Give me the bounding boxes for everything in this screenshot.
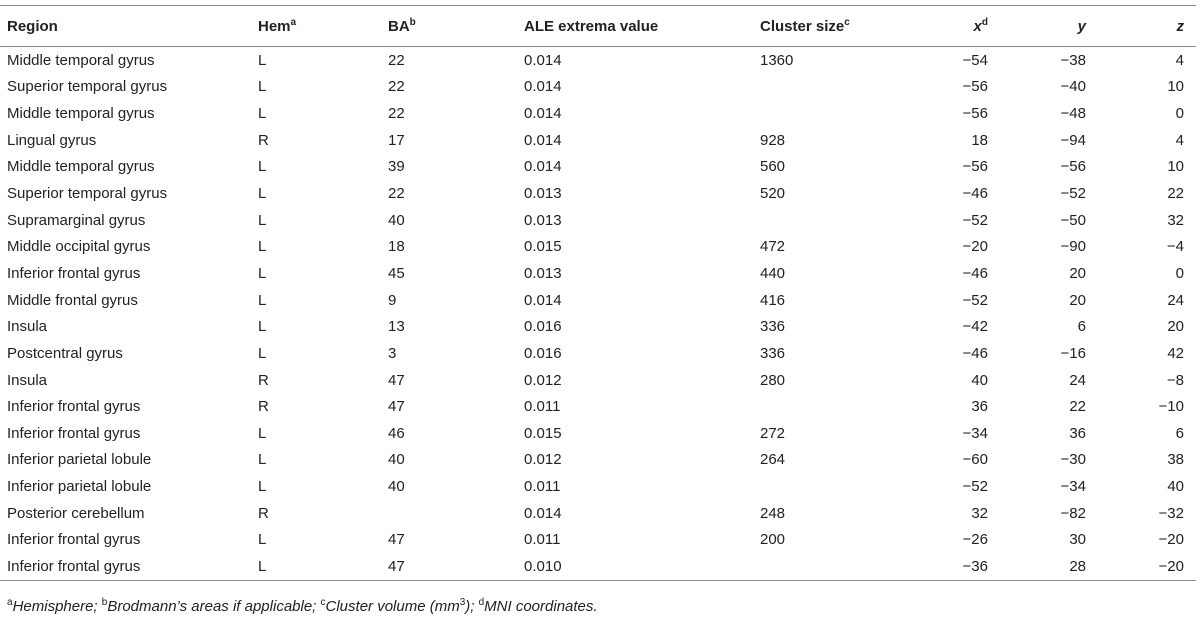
- cell-hem: L: [258, 553, 388, 580]
- cell-ale: 0.013: [524, 185, 562, 203]
- cell-y: −48: [1060, 105, 1086, 123]
- cell-region: Inferior frontal gyrus: [7, 264, 141, 282]
- cell-region: Superior temporal gyrus: [7, 78, 168, 96]
- cell-z: 0: [1175, 264, 1184, 282]
- cell-x: 32: [971, 504, 988, 522]
- cell-region: Postcentral gyrus: [7, 344, 123, 362]
- cell-z: 10: [1167, 78, 1184, 96]
- header-x: $x^d$: [900, 6, 988, 47]
- cell-region: Insula: [7, 371, 48, 389]
- cell-y: −56: [1060, 158, 1086, 176]
- table-row: [0, 420, 1196, 447]
- cell-ba: 46: [388, 424, 405, 442]
- table-row: [0, 367, 1196, 394]
- cell-hem: R: [258, 504, 269, 522]
- cell-z: 4: [1175, 51, 1184, 69]
- cell-cluster-size: 472: [760, 238, 786, 256]
- header-hem: Hem$^a$: [258, 6, 388, 47]
- cell-cluster-size: 928: [760, 131, 786, 149]
- cell-region: Posterior cerebellum: [7, 504, 145, 522]
- cell-hem: L: [258, 531, 267, 549]
- cell-ale: 0.014: [524, 158, 562, 176]
- cell-cluster-size: 336: [760, 344, 786, 362]
- cell-hem: L: [258, 211, 267, 229]
- header-cluster-size: Cluster size$^c$: [760, 6, 900, 47]
- cell-z: 32: [1167, 211, 1184, 229]
- cell-region: Lingual gyrus: [7, 131, 97, 149]
- cell-z: 42: [1167, 344, 1184, 362]
- cell-y: 20: [1069, 291, 1086, 309]
- cell-x: −54: [962, 51, 988, 69]
- cell-x: 36: [971, 398, 988, 416]
- table-row: [0, 500, 1196, 527]
- cell-region: Inferior frontal gyrus: [7, 424, 141, 442]
- cell-ba: 40: [388, 478, 405, 496]
- cell-hem: L: [258, 238, 267, 256]
- cell-cluster-size: [760, 473, 900, 500]
- footnote-mark-b: b: [101, 597, 108, 608]
- table-row: [0, 447, 1196, 474]
- header-row: [0, 6, 1196, 47]
- cell-z: −8: [1166, 371, 1184, 389]
- footnote-a-text: Hemisphere;: [12, 598, 102, 615]
- cell-ba: 9: [388, 291, 397, 309]
- cell-ale: 0.014: [524, 504, 562, 522]
- cell-y: 28: [988, 553, 1086, 580]
- cell-cluster-size: 1360: [760, 51, 794, 69]
- footnote-c-text-post: );: [465, 598, 479, 615]
- cell-z: 38: [1167, 451, 1184, 469]
- header-ba-footnote-mark: b: [409, 16, 416, 28]
- cell-ale: 0.014: [524, 131, 562, 149]
- table-row: [0, 313, 1196, 340]
- cell-z: 4: [1175, 131, 1184, 149]
- cell-region: Inferior frontal gyrus: [7, 531, 141, 549]
- cell-cluster-size: 272: [760, 424, 786, 442]
- header-hem-footnote-mark: a: [290, 16, 297, 28]
- table-footnote: [7, 598, 598, 615]
- cell-cluster-size: 440: [760, 264, 786, 282]
- cell-z: 20: [1167, 318, 1184, 336]
- cell-y: −30: [1060, 451, 1086, 469]
- header-region: Region: [0, 6, 258, 47]
- cell-region: Middle temporal gyrus: [7, 158, 155, 176]
- footnote-c-exponent: 3: [459, 597, 466, 608]
- cell-cluster-size: [760, 207, 900, 234]
- cell-x: −46: [962, 264, 988, 282]
- cell-hem: L: [258, 158, 267, 176]
- cell-region: Supramarginal gyrus: [7, 211, 146, 229]
- cell-ale: 0.014: [524, 51, 562, 69]
- cell-cluster-size: 336: [760, 318, 786, 336]
- table-row: [0, 260, 1196, 287]
- cell-x: −56: [962, 158, 988, 176]
- cell-hem: L: [258, 78, 267, 96]
- cell-ba: 22: [388, 78, 405, 96]
- table-body: [0, 47, 1196, 581]
- header-x-footnote-mark: d: [981, 16, 988, 28]
- cell-hem: L: [258, 344, 267, 362]
- cell-ale: 0.012: [524, 371, 562, 389]
- cell-y: −90: [1060, 238, 1086, 256]
- cell-region: Inferior parietal lobule: [7, 478, 152, 496]
- cell-region: Middle occipital gyrus: [7, 238, 151, 256]
- cell-ba: 47: [388, 531, 405, 549]
- cell-x: −42: [962, 318, 988, 336]
- cell-ale: 0.014: [524, 105, 562, 123]
- cell-y: −40: [1060, 78, 1086, 96]
- cell-hem: R: [258, 398, 269, 416]
- cell-region: Middle frontal gyrus: [7, 291, 138, 309]
- cell-y: 20: [1069, 264, 1086, 282]
- cell-y: −34: [1060, 478, 1086, 496]
- footnote-mark-c: c: [320, 597, 326, 608]
- table-row: [0, 74, 1196, 101]
- table-row: [0, 100, 1196, 127]
- cell-x: −34: [962, 424, 988, 442]
- cell-ale: 0.014: [524, 78, 562, 96]
- table-row: [0, 393, 1196, 420]
- cell-y: −16: [1060, 344, 1086, 362]
- cell-z: 24: [1167, 291, 1184, 309]
- cell-y: −50: [1060, 211, 1086, 229]
- cell-x: 18: [971, 131, 988, 149]
- cell-ba: 47: [388, 553, 524, 580]
- cell-x: −60: [962, 451, 988, 469]
- cell-hem: R: [258, 131, 269, 149]
- cell-x: −36: [900, 553, 988, 580]
- cell-cluster-size: 520: [760, 185, 786, 203]
- cell-x: −46: [962, 344, 988, 362]
- cell-ale: 0.013: [524, 264, 562, 282]
- table-row: [0, 473, 1196, 500]
- cell-region: Inferior parietal lobule: [7, 451, 152, 469]
- cell-hem: R: [258, 371, 269, 389]
- cell-ba: [388, 500, 524, 527]
- cell-ba: 40: [388, 211, 405, 229]
- cell-y: −82: [1060, 504, 1086, 522]
- footnote-mark-d: d: [478, 597, 485, 608]
- cell-cluster-size: 280: [760, 371, 786, 389]
- cell-region: Superior temporal gyrus: [7, 185, 168, 203]
- cell-y: −94: [1060, 131, 1086, 149]
- cell-hem: L: [258, 424, 267, 442]
- cell-x: −20: [962, 238, 988, 256]
- cell-hem: L: [258, 51, 267, 69]
- cell-ale: 0.015: [524, 238, 562, 256]
- cell-region: Insula: [7, 318, 48, 336]
- table-row: [0, 527, 1196, 554]
- table-row: [0, 287, 1196, 314]
- cell-ba: 47: [388, 398, 405, 416]
- footnote-b-text: Brodmann’s areas if applicable;: [107, 598, 321, 615]
- cell-z: 10: [1167, 158, 1184, 176]
- table-row: [0, 180, 1196, 207]
- cell-x: −56: [962, 105, 988, 123]
- cell-hem: L: [258, 478, 267, 496]
- cell-z: −20: [1086, 553, 1196, 580]
- header-cluster-footnote-mark: c: [844, 16, 850, 28]
- cell-ba: 47: [388, 371, 405, 389]
- cell-z: 6: [1175, 424, 1184, 442]
- cell-cluster-size: 416: [760, 291, 786, 309]
- table-header: [0, 6, 1196, 47]
- cell-ba: 22: [388, 105, 405, 123]
- cell-hem: L: [258, 318, 267, 336]
- cell-region: Inferior frontal gyrus: [0, 553, 258, 580]
- footnote-d-text: MNI coordinates.: [484, 598, 598, 615]
- cell-y: −38: [1060, 51, 1086, 69]
- cell-x: −26: [962, 531, 988, 549]
- cell-ale: 0.014: [524, 291, 562, 309]
- footnote-c-text-pre: Cluster volume (mm: [325, 598, 460, 615]
- cell-y: −52: [1060, 185, 1086, 203]
- cell-z: 22: [1167, 185, 1184, 203]
- cell-x: −46: [962, 185, 988, 203]
- cell-ba: 22: [388, 185, 405, 203]
- cell-region: Middle temporal gyrus: [7, 51, 155, 69]
- cell-z: −10: [1158, 398, 1184, 416]
- cell-z: −4: [1166, 238, 1184, 256]
- cell-ale: 0.013: [524, 211, 562, 229]
- cell-z: 40: [1167, 478, 1184, 496]
- cell-hem: L: [258, 451, 267, 469]
- cell-ba: 3: [388, 344, 397, 362]
- cell-x: −52: [962, 211, 988, 229]
- cell-hem: L: [258, 105, 267, 123]
- cell-ale: 0.012: [524, 451, 562, 469]
- cell-ale: 0.016: [524, 344, 562, 362]
- cell-y: 36: [1069, 424, 1086, 442]
- footnote-mark-a: a: [7, 597, 13, 608]
- results-table: [0, 5, 1196, 581]
- cell-z: −32: [1158, 504, 1184, 522]
- header-z: z: [1086, 6, 1196, 47]
- cell-ba: 18: [388, 238, 405, 256]
- header-y: y: [988, 6, 1086, 47]
- cell-region: Middle temporal gyrus: [7, 105, 155, 123]
- cell-ale: 0.010: [524, 553, 760, 580]
- cell-y: 6: [1077, 318, 1086, 336]
- cell-z: 0: [1175, 105, 1184, 123]
- cell-cluster-size: [760, 74, 900, 101]
- cell-ba: 13: [388, 318, 405, 336]
- cell-y: 30: [1069, 531, 1086, 549]
- table-row: [0, 340, 1196, 367]
- cell-y: 22: [1069, 398, 1086, 416]
- cell-hem: L: [258, 291, 267, 309]
- header-ale: ALE extrema value: [524, 6, 760, 47]
- table-row: [0, 233, 1196, 260]
- cell-ale: 0.016: [524, 318, 562, 336]
- cell-region: Inferior frontal gyrus: [7, 398, 141, 416]
- cell-cluster-size: 560: [760, 158, 786, 176]
- cell-x: −52: [962, 291, 988, 309]
- cell-x: −56: [962, 78, 988, 96]
- cell-x: −52: [962, 478, 988, 496]
- cell-cluster-size: 264: [760, 451, 786, 469]
- cell-z: −20: [1158, 531, 1184, 549]
- cell-cluster-size: [760, 393, 900, 420]
- cell-ba: 17: [388, 131, 405, 149]
- cell-hem: L: [258, 264, 267, 282]
- cell-ale: 0.011: [524, 478, 561, 496]
- cell-y: 24: [1069, 371, 1086, 389]
- table-row: [0, 553, 1196, 580]
- table-row: [0, 154, 1196, 181]
- cell-cluster-size: 200: [760, 531, 786, 549]
- cell-cluster-size: [760, 553, 900, 580]
- table-row: [0, 127, 1196, 154]
- cell-cluster-size: [760, 100, 900, 127]
- cell-ale: 0.015: [524, 424, 562, 442]
- cell-hem: L: [258, 185, 267, 203]
- cell-ale: 0.011: [524, 531, 561, 549]
- cell-x: 40: [971, 371, 988, 389]
- cell-ba: 45: [388, 264, 405, 282]
- cell-ba: 40: [388, 451, 405, 469]
- cell-ba: 22: [388, 51, 405, 69]
- table-row: [0, 47, 1196, 74]
- cell-ba: 39: [388, 158, 405, 176]
- table-row: [0, 207, 1196, 234]
- cell-ale: 0.011: [524, 398, 561, 416]
- cell-cluster-size: 248: [760, 504, 786, 522]
- header-ba: $BA^b$: [388, 6, 524, 47]
